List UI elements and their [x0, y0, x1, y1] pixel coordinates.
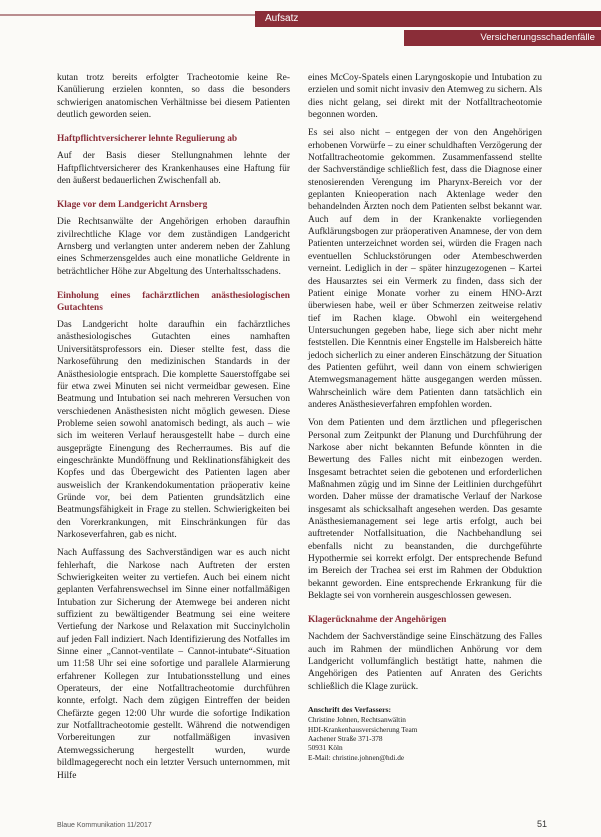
section-heading: Haftpflichtversicherer lehnte Regulierung ab — [57, 134, 238, 145]
paragraph: Es sei also nicht – entgegen der von den Angehörigen erhobenen Vorwürfe – zu einer schuldhaften Verzögerung der Notfalltracheotomie gekommen. Zusammenfassend stellte der Sachverständige schließlich fest, dass die Diagnose einer stenosierenden Verengung im Pharynx-Bereich vor der geplanten Knieoperation nach Aktenlage weder den behandelnden Ärzten noch dem Patienten selbst bekannt war. Auch auf dem in der Krankenakte vorliegenden Aufklärungsbogen zur präoperativen Anamnese, der von dem Patienten unterzeichnet worden sei, würden die Fragen nach eventuellen Schluckstörungen oder Atembeschwerden verneint. Lediglich in der – später hinzugezogenen – Kartei des Hausarztes sei ein Vermerk zu finden, dass sich der Patient einige Monate vorher zu einem HNO-Arzt überwiesen habe, weil er über Schmerzen zeitweise relativ tief im Rachen klage. Obwohl ein weitergehend Untersuchungen gegeben habe, liege sich aber nicht mehr feststellen. Die Kenntnis einer Engstelle im Halsbereich hätte jedoch sicherlich zu einer anderen Einschätzung der Situation des Patienten geführt, weil dann von einem schwierigen Atemwegsmanagement hätte ausgegangen werden müssen. Wahrscheinlich wäre dem Patienten dann tatsächlich ein anderes Anästhesieverfahren empfohlen worden. — [308, 128, 542, 410]
category-label: Versicherungsschadenfälle — [404, 30, 601, 46]
paragraph: kutan trotz bereits erfolgter Tracheotomie keine Re-Kanülierung erzielen konnten, so dass die besonders schwierigen anatomischen Verhältnisse bei diesem Patienten deutlich geworden seien. — [57, 73, 290, 121]
left-column — [57, 72, 290, 788]
paragraph: eines McCoy-Spatels einen Laryngoskopie und Intubation zu erzielen und somit nicht invasiv den Atemweg zu sichern. Als dies nicht gelang, sei direkt mit der Notfalltracheotomie begonnen worden. — [308, 73, 542, 121]
address-line: Christine Johnen, Rechtsanwältin — [308, 715, 406, 725]
paragraph: Nach Auffassung des Sachverständigen war es auch nicht fehlerhaft, die Narkose nach Auftreten der ersten Schwierigkeiten weiter zu vertiefen. Auch bei einem nicht geplanten Verfahrenswechsel im Sinne einer notfallmäßigen Intubation zur Sicherung der Atemwege bei anderen nicht suffizient zu bewältigender Beatmung sei eine weitere Vertiefung der Narkose und Relaxation mit Succinylcholin auf jeden Fall indiziert. Nach Identifizierung des Notfalles im Sinne einer „Cannot-ventilate – Cannot-intubate“-Situation um 11:58 Uhr sei eine sofortige und parallele Alarmierung erfahrener Kollegen zur Intubationsstellung und eines Operateurs, der eine Notfalltracheotomie durchführen konnte, erfolgt. Nach dem zügigen Eintreffen der beiden Chefärzte gegen 12:00 Uhr wurde die sofortige Indikation zur Notfalltracheotomie gestellt. Während die notwendigen Vorbereitungen zur notfallmäßigen invasiven Atemwegssicherung hergestellt wurden, wurde bildlmagegerecht noch ein letzter Versuch unternommen, mit Hilfe — [57, 548, 290, 781]
address-line: 50931 Köln — [308, 743, 343, 753]
author-address — [308, 705, 542, 762]
address-line: Aachener Straße 371-378 — [308, 734, 383, 744]
paragraph: Von dem Patienten und dem ärztlichen und pflegerischen Personal zum Zeitpunkt der Planung und Durchführung der Narkose aber nicht bekannten Befunde könnten in die Bewertung des Falles nicht mit einbezogen werden. Insgesamt betrachtet seien die gebotenen und erforderlichen Maßnahmen zügig und im Sinne der Leitlinien durchgeführt worden. Daher müsse der dramatische Verlauf der Narkose insgesamt als schicksalhaft angesehen werden. Das gesamte Anästhesiemanagement sei lege artis erfolgt, auch bei auftretender Notfallsituation, die Nachbehandlung sei ebenfalls nicht zu beanstanden, die durchgeführte Hypothermie sei korrekt erfolgt. Der entsprechende Befund im Bereich der Trachea sei erst im Rahmen der Obduktion bekannt geworden. Eine entsprechende Erkrankung für die Beklagte sei von vornherein ausgeschlossen gewesen. — [308, 418, 542, 602]
page-footer — [57, 819, 547, 832]
page-header — [0, 0, 601, 50]
section-heading: Einholung eines fachärztlichen anästhesiologischen Gutachtens — [57, 291, 290, 314]
paragraph: Auf der Basis dieser Stellungnahmen lehnte der Haftpflichtversicherer des Krankenhauses eine Haftung für den äußerst bedauerlichen Zwischenfall ab. — [57, 151, 290, 187]
page-number: 51 — [536, 819, 547, 829]
right-column — [308, 72, 542, 762]
section-heading: Klage vor dem Landgericht Arnsberg — [57, 200, 208, 211]
paragraph: Das Landgericht holte daraufhin ein fachärztliches anästhesiologisches Gutachten eines namhaften Universitätsprofessors ein. Dieser stellte fest, dass die Narkoseführung den medizinischen Standards in der Anästhesiologie entsprach. Die komplette Sauerstoffgabe sei für etwa zwei Minuten sei nicht vermeidbar gewesen. Eine Beatmung und Intubation sei nach mehreren Versuchen von verschiedenen Anästhesisten nicht möglich gewesen. Diese Probleme seien sowohl anatomisch bedingt, als auch – wie sich im weiteren Verlauf herausgestellt habe – durch eine ausgeprägte Einengung des Recherraumes. Bis auf die eingeschränkte Mundöffnung und Reklinationsfähigkeit des Kopfes und das Übergewicht des Patienten lagen aber ausweislich der Krankendokumentation präoperativ keine Gründe vor, bei dem Patienten grundsätzlich eine Beatmungsfähigkeit in Frage zu stellen. Schwierigkeiten bei den Vorerkrankungen, mit Einschränkungen für das Narkoseverfahren, gab es nicht. — [57, 320, 290, 540]
address-line: E-Mail: christine.johnen@hdi.de — [308, 752, 405, 762]
address-title: Anschrift des Verfassers: — [308, 705, 392, 715]
address-line: HDI-Krankenhausversicherung Team — [308, 724, 418, 734]
section-heading: Klagerücknahme der Angehörigen — [308, 615, 447, 626]
section-label: Aufsatz — [255, 11, 601, 27]
paragraph: Die Rechtsanwälte der Angehörigen erhoben daraufhin zivilrechtliche Klage vor dem zuständigen Landgericht Arnsberg und verlangten unter anderem neben der Zahlung eines Schmerzensgeldes auch eine monatliche Geldrente in beträchtlicher Höhe zur Abgeltung des Unterhaltsschadens. — [57, 217, 290, 277]
paragraph: Nachdem der Sachverständige seine Einschätzung des Falles auch im Rahmen der mündlichen Anhörung vor dem Landgericht vollumfänglich bestätigt hatte, nahmen die Angehörigen des Patienten auf Anraten des Gerichts schließlich die Klage zurück. — [308, 632, 542, 692]
journal-name: Blaue Kommunikation 11/2017 — [57, 822, 152, 829]
